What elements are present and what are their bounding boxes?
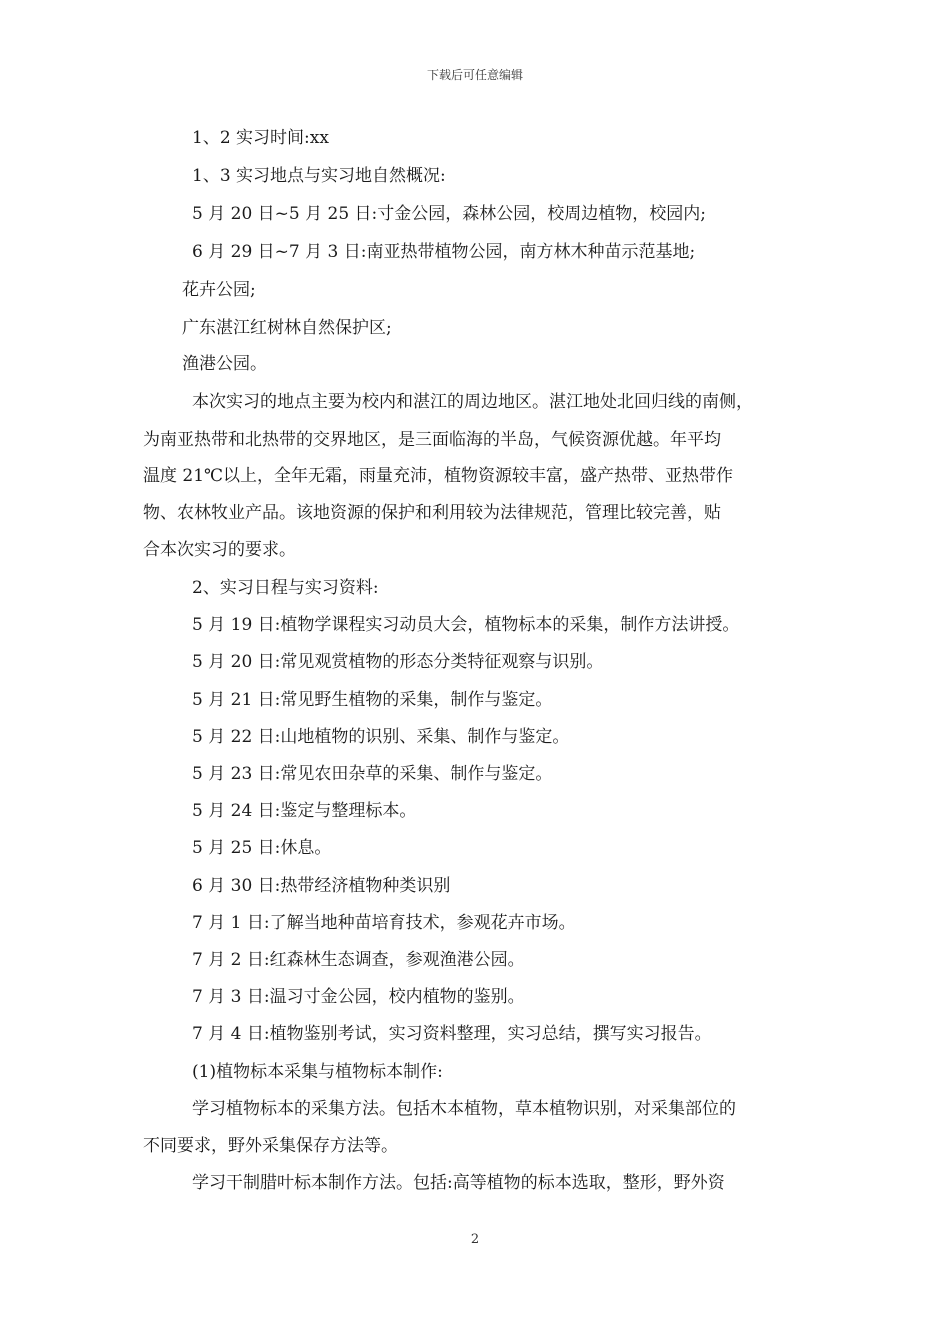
schedule-item: 5 月 20 日:常见观赏植物的形态分类特征观察与识别。 — [192, 652, 604, 672]
schedule-item: 7 月 3 日:温习寸金公园，校内植物的鉴别。 — [192, 987, 525, 1007]
paragraph-line: 合本次实习的要求。 — [143, 540, 296, 560]
text-line: 6 月 29 日~7 月 3 日:南亚热带植物公园，南方林木种苗示范基地; — [192, 242, 696, 262]
schedule-item: 6 月 30 日:热带经济植物种类识别 — [192, 876, 451, 896]
schedule-item: 5 月 22 日:山地植物的识别、采集、制作与鉴定。 — [192, 727, 570, 747]
paragraph-line: 本次实习的地点主要为校内和湛江的周边地区。湛江地处北回归线的南侧， — [192, 392, 753, 412]
schedule-item: 5 月 23 日:常见农田杂草的采集、制作与鉴定。 — [192, 764, 553, 784]
text-line: 5 月 20 日~5 月 25 日:寸金公园，森林公园，校周边植物，校园内; — [192, 204, 707, 224]
text-line: 广东湛江红树林自然保护区; — [182, 318, 392, 338]
schedule-item: 5 月 19 日:植物学课程实习动员大会，植物标本的采集，制作方法讲授。 — [192, 615, 740, 635]
page-header: 下载后可任意编辑 — [426, 68, 523, 82]
paragraph-line: 学习植物标本的采集方法。包括木本植物，草本植物识别，对采集部位的 — [192, 1099, 736, 1119]
paragraph-line: 不同要求，野外采集保存方法等。 — [143, 1136, 398, 1156]
section-heading: 2、实习日程与实习资料: — [192, 578, 379, 598]
text-line: 渔港公园。 — [182, 354, 267, 374]
page-number: 2 — [470, 1232, 480, 1247]
paragraph-line: 温度 21℃以上，全年无霜，雨量充沛，植物资源较丰富，盛产热带、亚热带作 — [143, 466, 734, 486]
paragraph-line: 物、农林牧业产品。该地资源的保护和利用较为法律规范，管理比较完善，贴 — [143, 503, 721, 523]
schedule-item: 5 月 21 日:常见野生植物的采集，制作与鉴定。 — [192, 690, 553, 710]
schedule-item: 7 月 2 日:红森林生态调查，参观渔港公园。 — [192, 950, 525, 970]
text-line: 1、2 实习时间:xx — [192, 128, 329, 148]
schedule-item: 7 月 1 日:了解当地种苗培育技术，参观花卉市场。 — [192, 913, 576, 933]
schedule-item: 5 月 24 日:鉴定与整理标本。 — [192, 801, 417, 821]
paragraph-line: 为南亚热带和北热带的交界地区，是三面临海的半岛，气候资源优越。年平均 — [143, 430, 721, 450]
text-line: 花卉公园; — [182, 280, 256, 300]
paragraph-line: 学习干制腊叶标本制作方法。包括:高等植物的标本选取，整形，野外资 — [192, 1173, 725, 1193]
text-line: 1、3 实习地点与实习地自然概况: — [192, 166, 446, 186]
schedule-item: 7 月 4 日:植物鉴别考试，实习资料整理，实习总结，撰写实习报告。 — [192, 1024, 712, 1044]
subsection-heading: (1)植物标本采集与植物标本制作: — [192, 1062, 443, 1082]
schedule-item: 5 月 25 日:休息。 — [192, 838, 332, 858]
